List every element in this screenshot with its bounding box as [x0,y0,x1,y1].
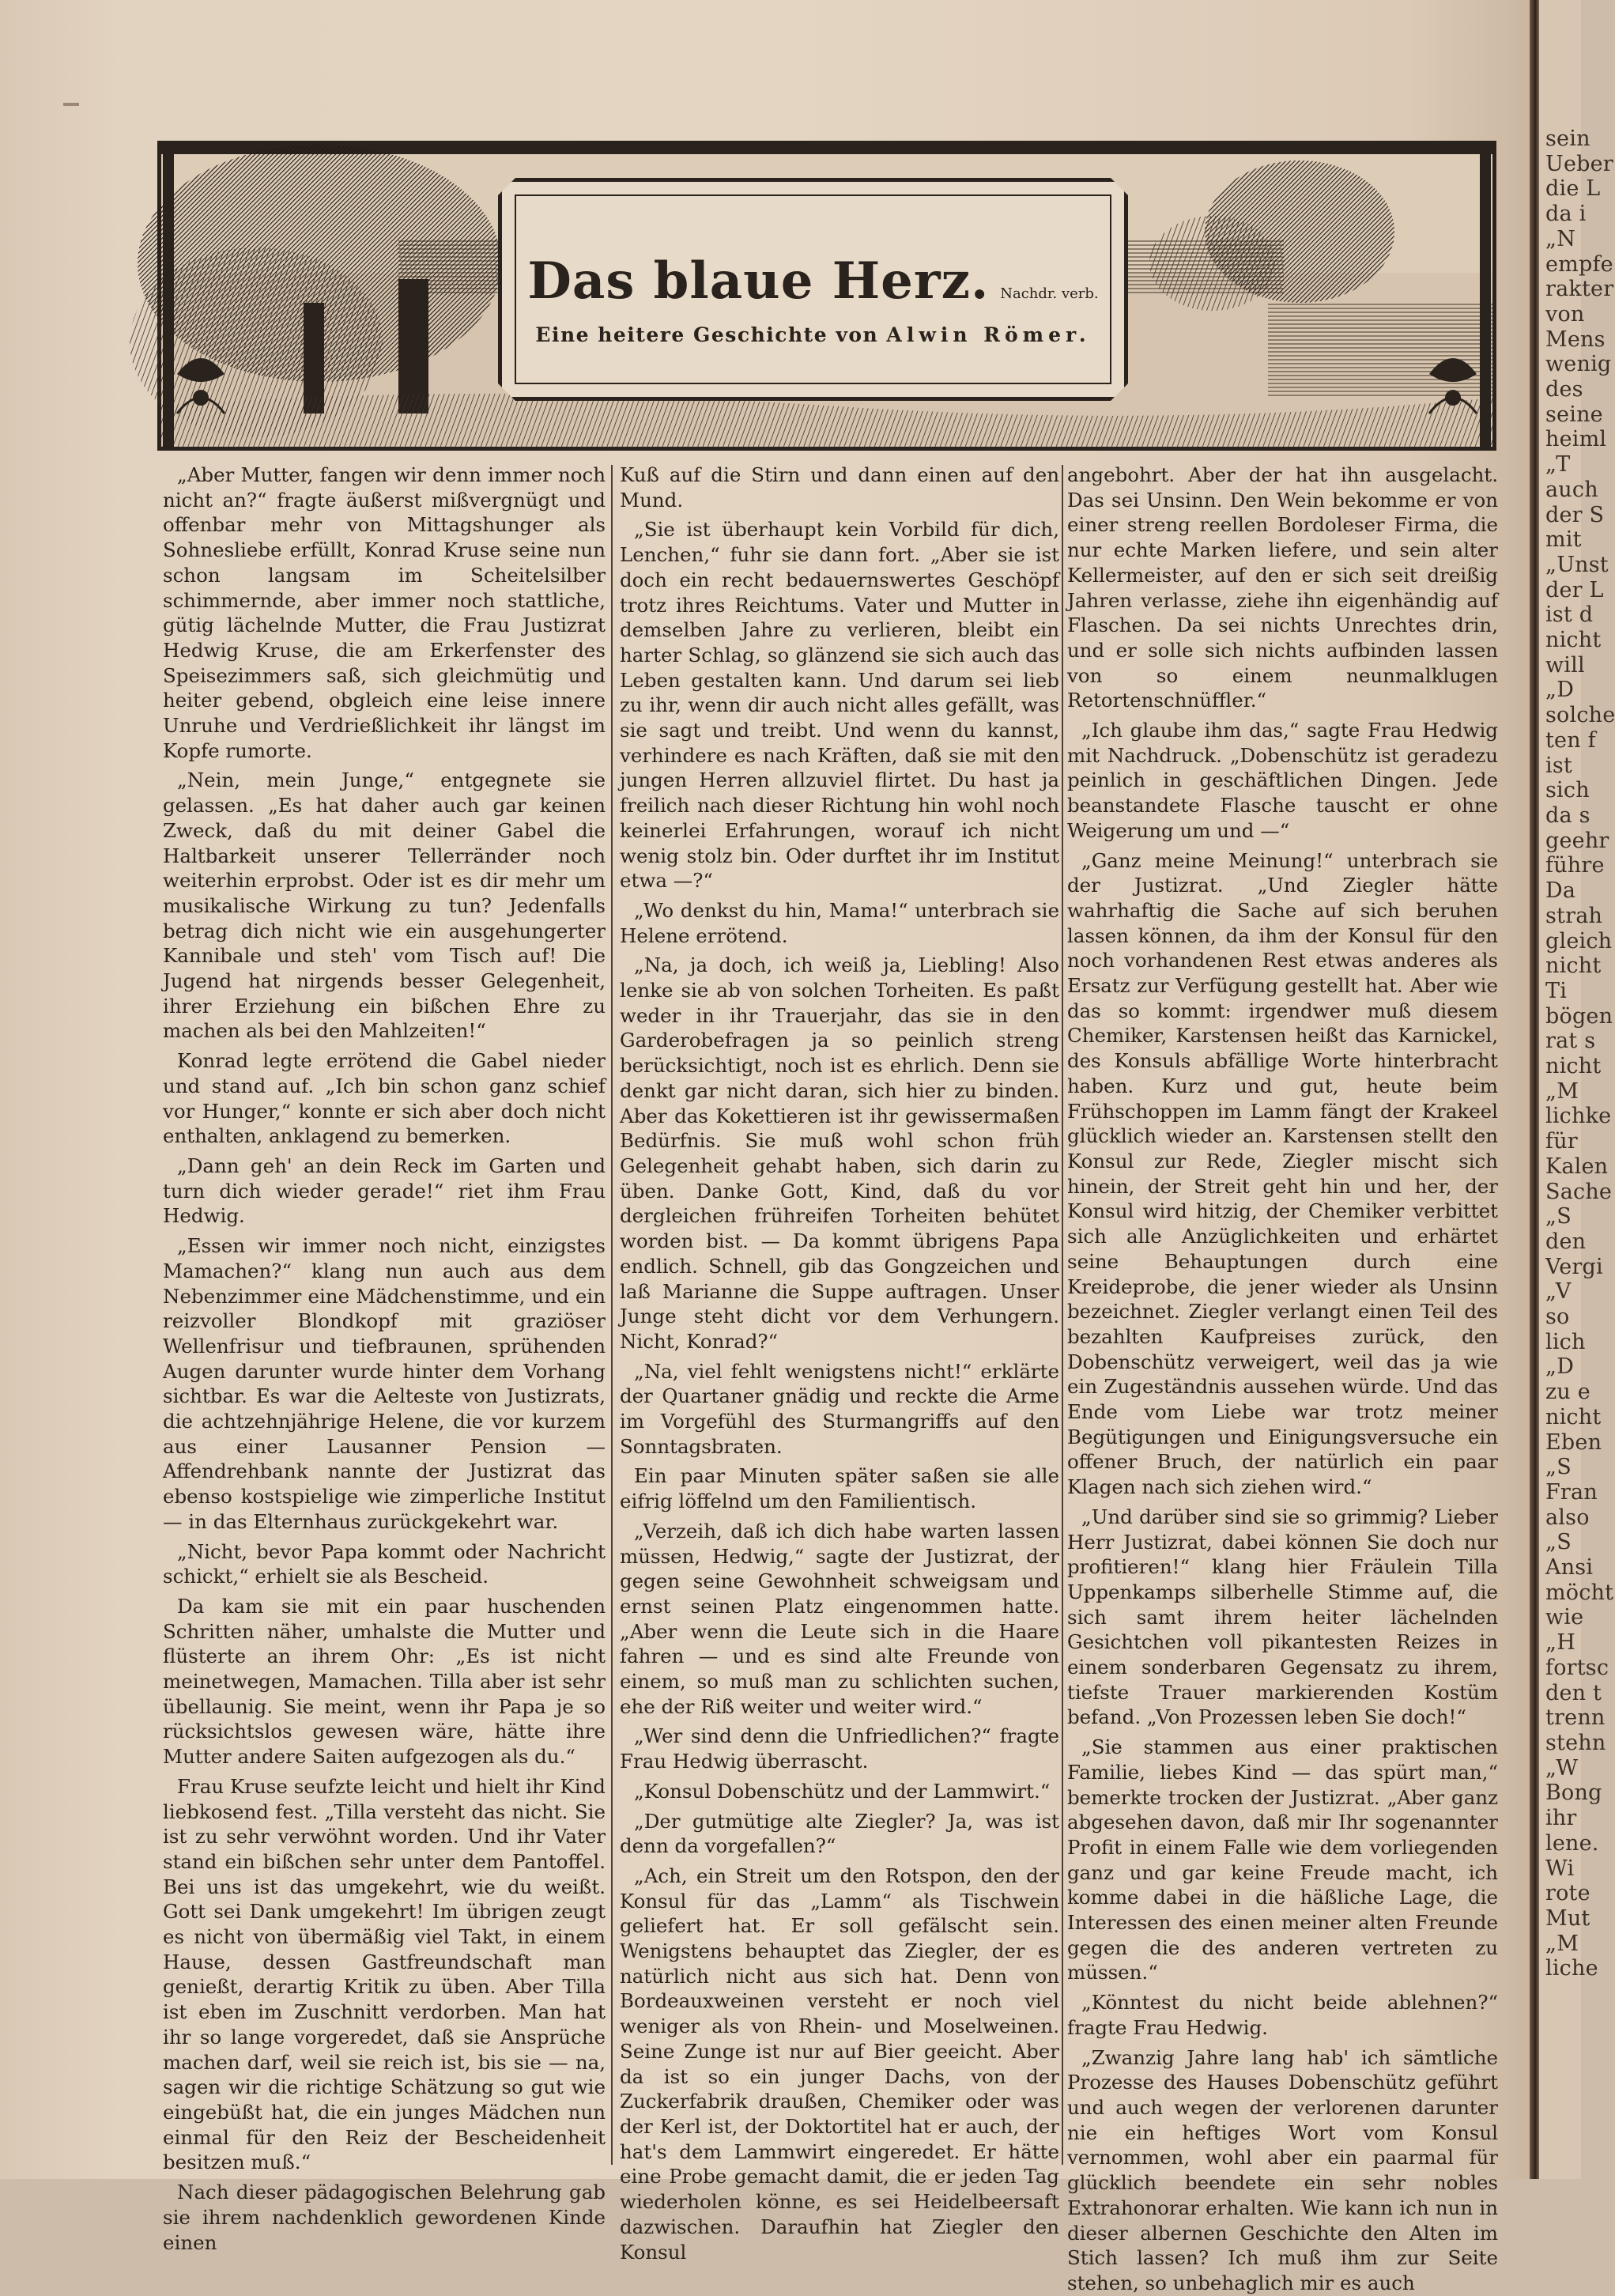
paragraph: „Konsul Dobenschütz und der Lammwirt.“ [634,1779,1051,1803]
paragraph: „Ganz meine Meinung!“ unterbrach sie der Justizrat. „Und Ziegler hätte wahrhaftig die Sache auf sich beruhen lassen können, da ihm der Konsul für den noch vorhandenen Rest etwas anderes als Ersatz zur Verfügung gestellt hat. Aber wie das so kommt: irgendwer muß diesem Chemiker, Karstensen heißt das Karnickel, des Konsuls abfällige Worte hinterbracht haben. Kurz und gut, heute beim Frühschoppen im Lamm fängt der Krakeel glücklich wieder an. Karstensen stellt den Konsul zur Rede, Ziegler mischt sich hinein, der Streit geht hin und her, der Konsul wird hitzig, der Chemiker verbittet sich alle Anzüglichkeiten und erhärtet seine Behauptungen durch eine Kreideprobe, die jener wieder als Unsinn bezeichnet. Ziegler verlangt einen Teil des bezahlten Kaufpreises zurück, den Dobenschütz verweigert, weil das ja wie ein Zugeständnis aussehen würde. Und das Ende vom Liebe war trotz meiner Begütigungen und Einigungsversuche ein offener Bruch, der natürlich ein paar Klagen nach sich ziehen wird.“ [1067,848,1498,1499]
paragraph: Kuß auf die Stirn und dann einen auf den Mund. [620,463,1059,512]
paragraph: „Nein, mein Junge,“ entgegnete sie gelassen. „Es hat daher auch gar keinen Zweck, daß du mit deiner Gabel die Haltbarkeit unserer Tellerränder noch weiterhin erprobst. Oder ist es dir mehr um musikalische Wirkung zu tun? Jedenfalls betrag dich nicht wie ein ausgehungerter Kannibale und steh' vom Tisch auf! Die Jugend hat nirgends besser Gelegenheit, ihrer Erziehung ein bißchen Ehre zu machen als bei den Mahlzeiten!“ [163,768,606,1043]
paragraph: „Aber Mutter, fangen wir denn immer noch nicht an?“ fragte äußerst mißvergnügt und offenbar mehr von Mittagshunger als Sohnesliebe erfüllt, Konrad Kruse seine nun schon langsam im Scheitelsilber schimmernde, aber immer noch stattliche, gütig lächelnde Mutter, die Frau Justizrat Hedwig Kruse, die am Erkerfenster des Speisezimmers saß, sich gleichmütig und heiter gebend, obgleich eine leise innere Unruhe und Verdrießlichkeit ihr längst im Kopfe rumorte. [163,463,606,762]
paragraph: „Na, ja doch, ich weiß ja, Liebling! Also lenke sie ab von solchen Torheiten. Es paßt weder in ihr Trauerjahr, das sie in den Garderobefragen ja so peinlich streng berücksichtigt, noch ist es ehrlich. Denn sie denkt gar nicht daran, sich hier zu binden. Aber das Kokettieren ist ihr gewissermaßen Bedürfnis. Sie muß wohl schon früh Gelegenheit gehabt haben, sich darin zu üben. Danke Gott, Kind, daß du vor dergleichen frühreifen Torheiten behütet worden bist. — Da kommt übrigens Papa endlich. Schnell, gib das Gongzeichen und laß Marianne die Suppe auftragen. Unser Junge steht dicht vor dem Verhungern. Nicht, Konrad?“ [620,954,1059,1353]
paragraph: „Ich glaube ihm das,“ sagte Frau Hedwig mit Nachdruck. „Dobenschütz ist geradezu peinlich in geschäftlichen Dingen. Jede beanstandete Flasche tauscht er ohne Weigerung um und —“ [1067,719,1498,842]
paragraph: „Ach, ein Streit um den Rotspon, den der Konsul für das „Lamm“ als Tischwein geliefert hat. Er soll gefälscht sein. Wenigstens behauptet das Ziegler, der es natürlich nicht aus sich hat. Denn von Bordeauxweinen versteht er noch viel weniger als von Rhein- und Moselweinen. Seine Zunge ist nur auf Bier geeicht. Aber da ist so ein junger Dachs, von der Zuckerfabrik draußen, Chemiker oder was der Kerl ist, der Doktortitel hat er auch, der hat's dem Lammwirt eingeredet. Er hätte eine Probe gemacht damit, die er jeden Tag wiederholen könne, es sei Heidelbeersaft dazwischen. Daraufhin hat Ziegler den Konsul [620,1864,1059,2264]
paragraph: Ein paar Minuten später saßen sie alle eifrig löffelnd um den Familientisch. [620,1464,1059,1513]
story-subtitle: Eine heitere Geschichte von Alwin Römer. [535,323,1091,346]
paragraph: Nach dieser pädagogischen Belehrung gab sie ihrem nachdenklich gewordenen Kinde einen [163,2181,606,2254]
text-column-3 [1067,463,1498,2294]
paragraph: angebohrt. Aber der hat ihn ausgelacht. Das sei Unsinn. Den Wein bekomme er von einer streng reellen Bordoleser Firma, die nur echte Marken liefere, und sein alter Kellermeister, auf den er sich seit dreißig Jahren verlasse, ziehe ihn eigenhändig auf Flaschen. Da sei nichts Unrechtes drin, und er solle sich nichts aufbinden lassen von so einem neunmalklugen Retortenschnüffler.“ [1067,463,1498,712]
paragraph: Da kam sie mit ein paar huschenden Schritten näher, umhalste die Mutter und flüsterte an ihrem Ohr: „Es ist nicht meinetwegen, Mamachen. Tilla aber ist sehr übellaunig. Sie meint, wenn ihr Papa je so rücksichtslos gewesen wäre, hätte ihre Mutter andere Saiten aufgezogen als du.“ [163,1594,606,1769]
paragraph: „Wo denkst du hin, Mama!“ unterbrach sie Helene errötend. [620,898,1059,947]
facing-page-text: sein Ueber die L da i „N empfe rakter von Mens wenig des seine heiml „T auch der S mit „Unst der L ist d nicht will „D solche ten f ist sich da s geehr führe Da strah gleich nicht Ti bögen rat s nicht „M lichke für Kalen Sache „S den Vergi „V so lich „D zu e nicht Eben „S Fran also „S Ansi möcht wie „H fortsc den t trenn stehn „W Bong ihr lene. Wi rote Mut „M liche [1545,127,1615,1981]
text-column-2 [620,463,1059,2264]
text-column-1 [163,463,606,2254]
binding-gutter [1530,0,1539,2179]
paragraph: Konrad legte errötend die Gabel nieder und stand auf. „Ich bin schon ganz schief vor Hunger,“ konnte er sich aber doch nicht enthalten, anklagend zu bemerken. [163,1049,606,1148]
paragraph: „Der gutmütige alte Ziegler? Ja, was ist denn da vorgefallen?“ [620,1809,1059,1858]
paragraph: „Essen wir immer noch nicht, einzigstes Mamachen?“ klang nun auch aus dem Nebenzimmer eine Mädchenstimme, und ein reizvoller Blondkopf mit graziöser Wellenfrisur und tiefbraunen, sprühenden Augen darunter wurde hinter dem Vorhang sichtbar. Es war die Aelteste von Justizrats, die achtzehnjährige Helene, die vor kurzem aus einer Lausanner Pension — Affendrehbank nannte der Justizrat das ebenso kostspielige wie zimperliche Institut — in das Elternhaus zurückgekehrt war. [163,1234,606,1533]
column-divider [611,465,613,2165]
title-panel [515,194,1111,384]
author-name: Alwin Römer. [886,323,1091,346]
reprint-note: Nachdr. verb. [1000,285,1099,302]
page-mark [63,103,79,106]
paragraph: „Und darüber sind sie so grimmig? Lieber Herr Justizrat, dabei können Sie doch nur profitieren!“ klang hier Fräulein Tilla Uppenkamps silberhelle Stimme auf, die sich samt ihrem heiter lächelnden Gesichtchen voll pikantesten Reizes in einem sonderbaren Gegensatz zu ihrem, tiefste Trauer markierenden Kostüm befand. „Von Prozessen leben Sie doch!“ [1067,1505,1498,1729]
paragraph: „Wer sind denn die Unfriedlichen?“ fragte Frau Hedwig überrascht. [620,1724,1059,1773]
paragraph: „Könntest du nicht beide ablehnen?“ fragte Frau Hedwig. [1067,1991,1498,2039]
column-divider [1062,465,1063,2165]
paragraph: „Na, viel fehlt wenigstens nicht!“ erklärte der Quartaner gnädig und reckte die Arme im Vorgefühl des Sturmangriffs auf den Sonntagsbraten. [620,1359,1059,1458]
facing-page-edge [1539,0,1615,2179]
paragraph: „Dann geh' an dein Reck im Garten und turn dich wieder gerade!“ riet ihm Frau Hedwig. [163,1154,606,1228]
paragraph: „Sie stammen aus einer praktischen Familie, liebes Kind — das spürt man,“ bemerkte trocken der Justizrat. „Aber ganz abgesehen davon, daß mir Ihr sogenannter Profit in einem Falle wie dem vorliegenden ganz und gar keine Freude macht, ich komme dabei in die häßliche Lage, die Interessen des einen meiner alten Freunde gegen die des anderen vertreten zu müssen.“ [1067,1735,1498,1984]
paragraph: „Verzeih, daß ich dich habe warten lassen müssen, Hedwig,“ sagte der Justizrat, der gegen seine Gewohnheit schweigsam und ernst seinen Platz eingenommen hatte. „Aber wenn die Leute sich in die Haare fahren — und es sind alte Freunde von einem, so muß man zu schlichten suchen, ehe der Riß weiter und weiter wird.“ [620,1519,1059,1718]
paragraph: „Zwanzig Jahre lang hab' ich sämtliche Prozesse des Hauses Dobenschütz geführt und auch wegen der verlorenen darunter nie ein heftiges Wort vom Konsul vernommen, wohl aber ein paarmal für glücklich beendete ein sehr nobles Extrahonorar erhalten. Wie kann ich nun in dieser albernen Geschichte den Alten im Stich lassen? Ich muß ihm zur Seite stehen, so unbehaglich mir es auch [1067,2045,1498,2294]
paragraph: Frau Kruse seufzte leicht und hielt ihr Kind liebkosend fest. „Tilla versteht das nicht. Sie ist zu sehr verwöhnt worden. Und ihr Vater stand ein bißchen sehr unter dem Pantoffel. Bei uns ist das umgekehrt, wie du weißt. Gott sei Dank umgekehrt! Im übrigen zeugt es nicht von übermäßig viel Takt, in einem Hause, dessen Gastfreundschaft man genießt, derartig Kritik zu üben. Aber Tilla ist eben im Zuschnitt verdorben. Man hat ihr so lange vorgeredet, daß sie Ansprüche machen darf, weil sie reich ist, bis sie — na, sagen wir die richtige Schätzung so gut wie eingebüßt hat, die ein junges Mädchen nun einmal für den Reiz der Bescheidenheit besitzen muß.“ [163,1774,606,2174]
paragraph: „Nicht, bevor Papa kommt oder Nachricht schickt,“ erhielt sie als Bescheid. [163,1539,606,1588]
story-title: Das blaue Herz. Nachdr. verb. [527,251,1099,311]
paragraph: „Sie ist überhaupt kein Vorbild für dich, Lenchen,“ fuhr sie dann fort. „Aber sie ist doch ein recht bedauernswertes Geschöpf trotz ihres Reichtums. Vater und Mutter in demselben Jahre zu verlieren, bleibt ein harter Schlag, so glänzend sie sich auch das Leben gestalten kann. Und darum sei lieb zu ihr, wenn dir auch nicht alles gefällt, was sie sagt und treibt. Und wenn du kannst, verhindere es nach Kräften, daß sie mit den jungen Herren allzuviel flirtet. Du hast ja freilich nach dieser Richtung hin wohl noch keinerlei Erfahrungen, worauf ich nicht wenig stolz bin. Oder durftet ihr im Institut etwa —?“ [620,518,1059,893]
